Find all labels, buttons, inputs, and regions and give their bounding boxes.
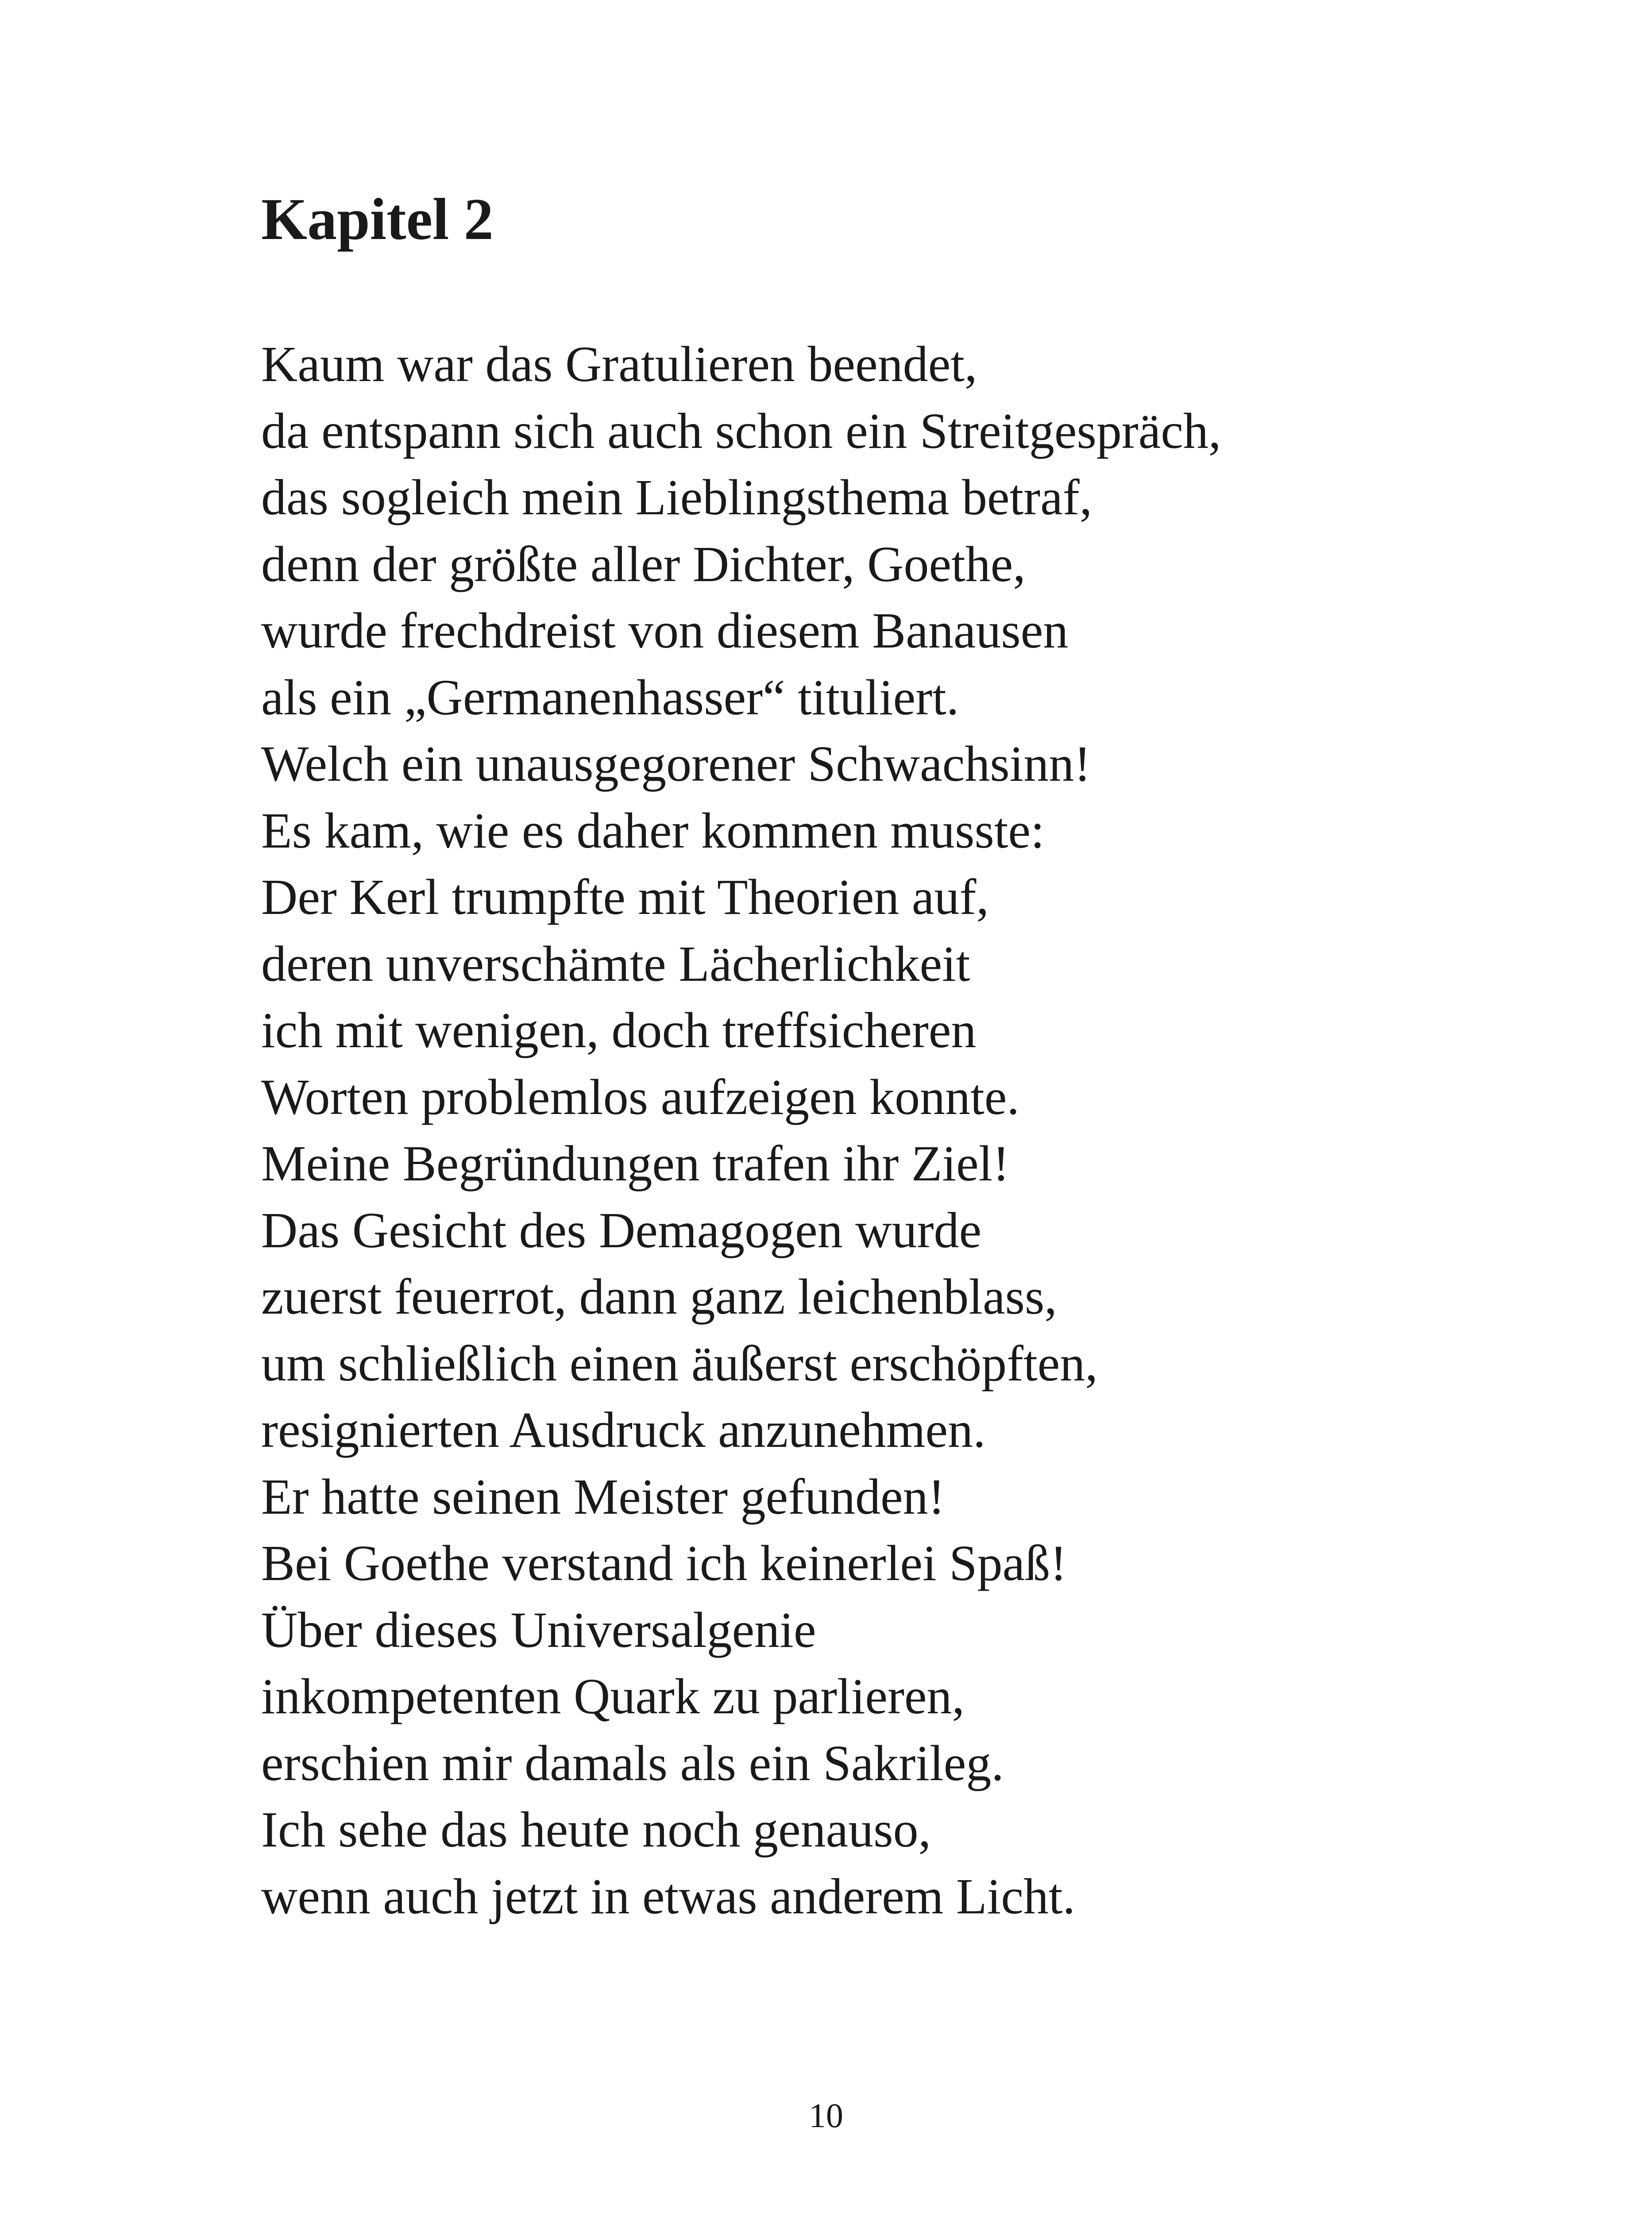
poem-line: Er hatte seinen Meister gefunden! — [261, 1468, 945, 1525]
poem-line: Der Kerl trumpfte mit Theorien auf, — [261, 869, 989, 925]
poem-line: um schließlich einen äußerst erschöpften, — [261, 1335, 1098, 1392]
poem-line: denn der größte aller Dichter, Goethe, — [261, 536, 1026, 592]
poem-line: wurde frechdreist von diesem Banausen — [261, 602, 1069, 659]
poem-line: erschien mir damals als ein Sakrileg. — [261, 1735, 1004, 1791]
poem-body — [261, 331, 1221, 1930]
poem-line: resignierten Ausdruck anzunehmen. — [261, 1402, 986, 1458]
poem-line: da entspann sich auch schon ein Streitgespräch, — [261, 402, 1221, 459]
poem-line: Bei Goethe verstand ich keinerlei Spaß! — [261, 1535, 1067, 1591]
poem-line: deren unverschämte Lächerlichkeit — [261, 935, 970, 992]
poem-line: Ich sehe das heute noch genauso, — [261, 1801, 931, 1858]
poem-line: inkompetenten Quark zu parlieren, — [261, 1668, 965, 1724]
poem-line: das sogleich mein Lieblingsthema betraf, — [261, 469, 1092, 525]
poem-line: Das Gesicht des Demagogen wurde — [261, 1202, 982, 1258]
page-number: 10 — [809, 2096, 843, 2135]
poem-line: ich mit wenigen, doch treffsicheren — [261, 1002, 977, 1058]
poem-line: Über dieses Universalgenie — [261, 1601, 816, 1658]
poem-line: wenn auch jetzt in etwas anderem Licht. — [261, 1868, 1076, 1924]
poem-line: Kaum war das Gratulieren beendet, — [261, 336, 977, 392]
chapter-title: Kapitel 2 — [261, 186, 494, 252]
poem-line: zuerst feuerrot, dann ganz leichenblass, — [261, 1268, 1057, 1325]
poem-line: Es kam, wie es daher kommen musste: — [261, 802, 1045, 859]
poem-line: Welch ein unausgegorener Schwachsinn! — [261, 736, 1091, 792]
poem-line: Meine Begründungen trafen ihr Ziel! — [261, 1135, 1010, 1191]
poem-line: als ein „Germanenhasser“ tituliert. — [261, 669, 959, 725]
poem-line: Worten problemlos aufzeigen konnte. — [261, 1068, 1019, 1125]
